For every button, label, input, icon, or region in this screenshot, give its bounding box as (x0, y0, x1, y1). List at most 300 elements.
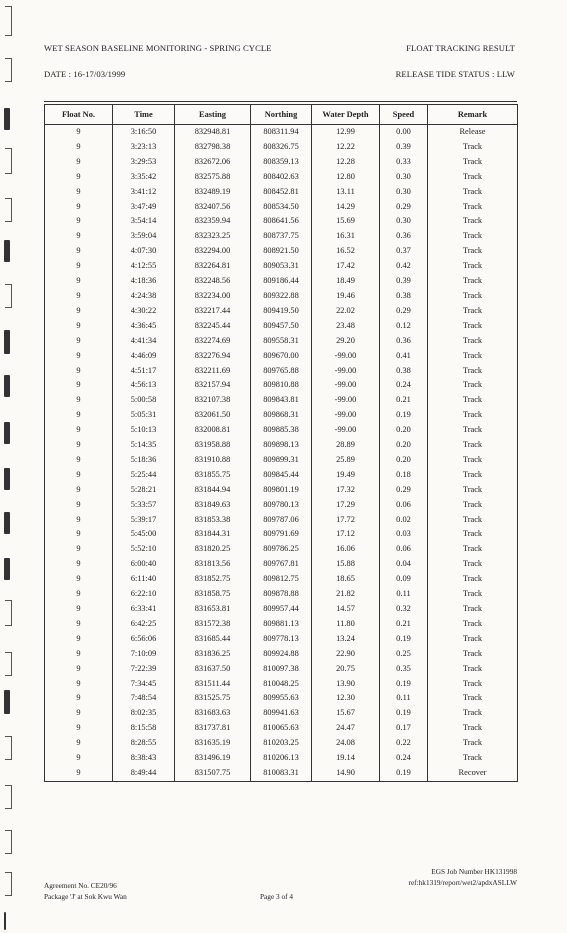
cell-remark: Track (428, 229, 518, 244)
cell-speed: 0.20 (380, 438, 428, 453)
cell-time: 3:54:14 (113, 214, 175, 229)
cell-easting: 832294.00 (175, 244, 251, 259)
cell-speed: 0.04 (380, 557, 428, 572)
table-row (45, 364, 518, 379)
cell-speed: 0.38 (380, 289, 428, 304)
cell-float-no: 9 (45, 125, 113, 140)
cell-easting: 832211.69 (175, 364, 251, 379)
cell-remark: Track (428, 647, 518, 662)
cell-northing: 809767.81 (251, 557, 312, 572)
binding-mark (4, 512, 10, 534)
cell-remark: Track (428, 289, 518, 304)
cell-float-no: 9 (45, 155, 113, 170)
cell-water-depth: 17.32 (312, 483, 380, 498)
cell-float-no: 9 (45, 274, 113, 289)
cell-remark: Track (428, 557, 518, 572)
cell-time: 4:41:34 (113, 334, 175, 349)
table-row (45, 662, 518, 677)
cell-northing: 809765.88 (251, 364, 312, 379)
cell-easting: 831836.25 (175, 647, 251, 662)
cell-speed: 0.37 (380, 244, 428, 259)
cell-water-depth: 17.42 (312, 259, 380, 274)
cell-time: 6:56:06 (113, 632, 175, 647)
cell-water-depth: 23.48 (312, 319, 380, 334)
cell-remark: Track (428, 304, 518, 319)
cell-easting: 832489.19 (175, 185, 251, 200)
cell-float-no: 9 (45, 587, 113, 602)
cell-time: 5:28:21 (113, 483, 175, 498)
cell-water-depth: 19.46 (312, 289, 380, 304)
cell-float-no: 9 (45, 706, 113, 721)
cell-remark: Track (428, 185, 518, 200)
cell-float-no: 9 (45, 602, 113, 617)
table-row (45, 677, 518, 692)
cell-northing: 810206.13 (251, 751, 312, 766)
cell-float-no: 9 (45, 200, 113, 215)
table-row (45, 706, 518, 721)
cell-float-no: 9 (45, 691, 113, 706)
cell-northing: 809186.44 (251, 274, 312, 289)
cell-remark: Track (428, 364, 518, 379)
cell-remark: Track (428, 274, 518, 289)
cell-northing: 809924.88 (251, 647, 312, 662)
cell-remark: Track (428, 334, 518, 349)
cell-easting: 831511.44 (175, 677, 251, 692)
column-header-speed: Speed (380, 105, 428, 125)
cell-water-depth: 15.88 (312, 557, 380, 572)
cell-water-depth: 21.82 (312, 587, 380, 602)
cell-northing: 809778.13 (251, 632, 312, 647)
cell-float-no: 9 (45, 498, 113, 513)
cell-northing: 809941.63 (251, 706, 312, 721)
cell-float-no: 9 (45, 647, 113, 662)
table-header (45, 105, 518, 125)
cell-float-no: 9 (45, 170, 113, 185)
cell-time: 5:10:13 (113, 423, 175, 438)
cell-water-depth: 13.90 (312, 677, 380, 692)
cell-speed: 0.29 (380, 200, 428, 215)
cell-water-depth: 22.90 (312, 647, 380, 662)
cell-float-no: 9 (45, 229, 113, 244)
cell-water-depth: 28.89 (312, 438, 380, 453)
cell-float-no: 9 (45, 632, 113, 647)
cell-speed: 0.19 (380, 632, 428, 647)
cell-water-depth: 19.14 (312, 751, 380, 766)
float-tracking-table (44, 104, 518, 782)
cell-easting: 832274.69 (175, 334, 251, 349)
cell-easting: 831653.81 (175, 602, 251, 617)
cell-time: 6:33:41 (113, 602, 175, 617)
table-row (45, 200, 518, 215)
cell-remark: Track (428, 349, 518, 364)
table-row (45, 304, 518, 319)
cell-time: 5:05:31 (113, 408, 175, 423)
cell-remark: Track (428, 587, 518, 602)
cell-water-depth: 22.02 (312, 304, 380, 319)
table-row (45, 632, 518, 647)
cell-remark: Track (428, 572, 518, 587)
cell-float-no: 9 (45, 334, 113, 349)
cell-remark: Track (428, 468, 518, 483)
table-row (45, 214, 518, 229)
cell-float-no: 9 (45, 468, 113, 483)
cell-speed: 0.19 (380, 677, 428, 692)
cell-water-depth: 14.57 (312, 602, 380, 617)
cell-northing: 809878.88 (251, 587, 312, 602)
cell-northing: 809322.88 (251, 289, 312, 304)
cell-float-no: 9 (45, 751, 113, 766)
cell-water-depth: 14.90 (312, 766, 380, 781)
column-header-northing: Northing (251, 105, 312, 125)
cell-northing: 809780.13 (251, 498, 312, 513)
cell-time: 4:24:38 (113, 289, 175, 304)
cell-easting: 832948.81 (175, 125, 251, 140)
cell-speed: 0.36 (380, 229, 428, 244)
report-title: WET SEASON BASELINE MONITORING - SPRING CYCLE (44, 43, 272, 53)
table-row (45, 751, 518, 766)
cell-water-depth: 16.31 (312, 229, 380, 244)
cell-northing: 809791.69 (251, 527, 312, 542)
table-row (45, 155, 518, 170)
cell-time: 5:33:57 (113, 498, 175, 513)
binding-bracket (5, 284, 12, 308)
cell-time: 4:12:55 (113, 259, 175, 274)
table-row (45, 393, 518, 408)
cell-water-depth: 15.69 (312, 214, 380, 229)
binding-mark (4, 330, 10, 354)
cell-speed: 0.06 (380, 498, 428, 513)
cell-water-depth: 18.49 (312, 274, 380, 289)
binding-bracket (5, 736, 12, 760)
cell-time: 4:18:36 (113, 274, 175, 289)
table-body (45, 125, 518, 782)
table-row (45, 572, 518, 587)
table-row (45, 229, 518, 244)
binding-bracket (5, 785, 12, 809)
cell-remark: Track (428, 691, 518, 706)
binding-bracket (5, 198, 12, 222)
table-row (45, 140, 518, 155)
cell-water-depth: 12.22 (312, 140, 380, 155)
cell-time: 6:42:25 (113, 617, 175, 632)
cell-easting: 832061.50 (175, 408, 251, 423)
cell-remark: Track (428, 527, 518, 542)
cell-speed: 0.32 (380, 602, 428, 617)
cell-speed: 0.19 (380, 408, 428, 423)
cell-northing: 809843.81 (251, 393, 312, 408)
cell-easting: 831572.38 (175, 617, 251, 632)
binding-mark (4, 108, 10, 130)
cell-northing: 810065.63 (251, 721, 312, 736)
cell-easting: 831820.25 (175, 542, 251, 557)
cell-speed: 0.36 (380, 334, 428, 349)
cell-remark: Track (428, 662, 518, 677)
column-header-time: Time (113, 105, 175, 125)
cell-time: 3:16:50 (113, 125, 175, 140)
cell-remark: Release (428, 125, 518, 140)
cell-remark: Track (428, 498, 518, 513)
cell-easting: 832157.94 (175, 378, 251, 393)
cell-easting: 831853.38 (175, 513, 251, 528)
table-row (45, 125, 518, 140)
cell-time: 5:39:17 (113, 513, 175, 528)
cell-easting: 832234.00 (175, 289, 251, 304)
cell-speed: 0.09 (380, 572, 428, 587)
cell-water-depth: 17.72 (312, 513, 380, 528)
table-row (45, 349, 518, 364)
table-row (45, 513, 518, 528)
cell-remark: Track (428, 155, 518, 170)
cell-speed: 0.24 (380, 378, 428, 393)
cell-float-no: 9 (45, 185, 113, 200)
cell-northing: 809457.50 (251, 319, 312, 334)
cell-time: 3:41:12 (113, 185, 175, 200)
cell-time: 3:59:04 (113, 229, 175, 244)
cell-easting: 832798.38 (175, 140, 251, 155)
cell-remark: Track (428, 259, 518, 274)
page-number: Page 3 of 4 (260, 892, 294, 901)
table-row (45, 587, 518, 602)
cell-time: 3:23:13 (113, 140, 175, 155)
binding-bracket (5, 872, 12, 896)
cell-easting: 832248.56 (175, 274, 251, 289)
table-row (45, 691, 518, 706)
cell-speed: 0.19 (380, 706, 428, 721)
cell-float-no: 9 (45, 483, 113, 498)
cell-water-depth: 12.80 (312, 170, 380, 185)
table-row (45, 468, 518, 483)
column-header-water-depth: Water Depth (312, 105, 380, 125)
cell-remark: Track (428, 602, 518, 617)
cell-remark: Track (428, 617, 518, 632)
cell-float-no: 9 (45, 736, 113, 751)
cell-speed: 0.42 (380, 259, 428, 274)
cell-time: 4:30:22 (113, 304, 175, 319)
cell-speed: 0.33 (380, 155, 428, 170)
cell-water-depth: -99.00 (312, 423, 380, 438)
cell-northing: 810097.38 (251, 662, 312, 677)
cell-northing: 809812.75 (251, 572, 312, 587)
cell-water-depth: 16.06 (312, 542, 380, 557)
cell-float-no: 9 (45, 244, 113, 259)
cell-time: 8:02:35 (113, 706, 175, 721)
cell-speed: 0.41 (380, 349, 428, 364)
cell-easting: 831844.31 (175, 527, 251, 542)
cell-speed: 0.06 (380, 542, 428, 557)
cell-easting: 832276.94 (175, 349, 251, 364)
cell-time: 5:45:00 (113, 527, 175, 542)
cell-remark: Track (428, 140, 518, 155)
cell-northing: 808402.63 (251, 170, 312, 185)
cell-time: 6:22:10 (113, 587, 175, 602)
cell-float-no: 9 (45, 438, 113, 453)
table-row (45, 334, 518, 349)
cell-remark: Track (428, 513, 518, 528)
cell-speed: 0.30 (380, 214, 428, 229)
binding-bracket (5, 830, 12, 854)
cell-northing: 808921.50 (251, 244, 312, 259)
report-type: FLOAT TRACKING RESULT (406, 43, 515, 53)
cell-easting: 832323.25 (175, 229, 251, 244)
cell-speed: 0.20 (380, 453, 428, 468)
cell-float-no: 9 (45, 140, 113, 155)
cell-easting: 831852.75 (175, 572, 251, 587)
cell-remark: Track (428, 393, 518, 408)
cell-easting: 831525.75 (175, 691, 251, 706)
cell-time: 7:10:09 (113, 647, 175, 662)
column-header-remark: Remark (428, 105, 518, 125)
cell-time: 8:28:55 (113, 736, 175, 751)
binding-bracket (5, 652, 12, 676)
cell-northing: 808311.94 (251, 125, 312, 140)
cell-time: 7:22:39 (113, 662, 175, 677)
column-header-easting: Easting (175, 105, 251, 125)
cell-northing: 809955.63 (251, 691, 312, 706)
cell-northing: 809419.50 (251, 304, 312, 319)
cell-remark: Track (428, 408, 518, 423)
cell-speed: 0.18 (380, 468, 428, 483)
cell-easting: 831685.44 (175, 632, 251, 647)
cell-easting: 831637.50 (175, 662, 251, 677)
cell-easting: 831813.56 (175, 557, 251, 572)
table-row (45, 483, 518, 498)
table-row (45, 736, 518, 751)
cell-northing: 809787.06 (251, 513, 312, 528)
cell-northing: 808641.56 (251, 214, 312, 229)
cell-speed: 0.00 (380, 125, 428, 140)
cell-remark: Recover (428, 766, 518, 781)
cell-northing: 809885.38 (251, 423, 312, 438)
cell-water-depth: -99.00 (312, 378, 380, 393)
cell-remark: Track (428, 378, 518, 393)
cell-remark: Track (428, 170, 518, 185)
cell-easting: 832008.81 (175, 423, 251, 438)
cell-remark: Track (428, 423, 518, 438)
cell-northing: 809868.31 (251, 408, 312, 423)
cell-easting: 831855.75 (175, 468, 251, 483)
cell-float-no: 9 (45, 349, 113, 364)
cell-easting: 831507.75 (175, 766, 251, 781)
binding-mark (4, 912, 6, 930)
binding-mark (4, 240, 10, 262)
cell-speed: 0.02 (380, 513, 428, 528)
cell-water-depth: 29.20 (312, 334, 380, 349)
cell-easting: 831683.63 (175, 706, 251, 721)
cell-remark: Track (428, 438, 518, 453)
cell-easting: 831910.88 (175, 453, 251, 468)
cell-float-no: 9 (45, 378, 113, 393)
table-row (45, 527, 518, 542)
float-tracking-table-wrapper (44, 101, 517, 782)
table-row (45, 289, 518, 304)
cell-water-depth: -99.00 (312, 408, 380, 423)
cell-time: 5:52:10 (113, 542, 175, 557)
cell-time: 7:48:54 (113, 691, 175, 706)
cell-northing: 810083.31 (251, 766, 312, 781)
cell-water-depth: 16.52 (312, 244, 380, 259)
cell-speed: 0.21 (380, 617, 428, 632)
cell-water-depth: 25.89 (312, 453, 380, 468)
cell-northing: 809845.44 (251, 468, 312, 483)
cell-float-no: 9 (45, 319, 113, 334)
cell-remark: Track (428, 483, 518, 498)
cell-water-depth: 12.99 (312, 125, 380, 140)
cell-easting: 832575.88 (175, 170, 251, 185)
cell-speed: 0.29 (380, 304, 428, 319)
cell-float-no: 9 (45, 423, 113, 438)
cell-water-depth: 12.30 (312, 691, 380, 706)
cell-speed: 0.22 (380, 736, 428, 751)
cell-speed: 0.35 (380, 662, 428, 677)
cell-float-no: 9 (45, 527, 113, 542)
cell-speed: 0.20 (380, 423, 428, 438)
cell-time: 4:07:30 (113, 244, 175, 259)
cell-remark: Track (428, 214, 518, 229)
cell-time: 6:00:40 (113, 557, 175, 572)
binding-bracket (5, 58, 12, 82)
cell-speed: 0.30 (380, 170, 428, 185)
cell-easting: 831737.81 (175, 721, 251, 736)
table-row (45, 274, 518, 289)
cell-time: 5:18:36 (113, 453, 175, 468)
cell-remark: Track (428, 706, 518, 721)
file-reference: ref:hk1319/report/wet2/apdxASLLW (408, 878, 517, 887)
cell-float-no: 9 (45, 572, 113, 587)
cell-speed: 0.30 (380, 185, 428, 200)
cell-time: 3:47:49 (113, 200, 175, 215)
report-date: DATE : 16-17/03/1999 (44, 69, 126, 79)
cell-northing: 808359.13 (251, 155, 312, 170)
cell-speed: 0.29 (380, 483, 428, 498)
binding-mark (4, 422, 10, 444)
cell-northing: 809801.19 (251, 483, 312, 498)
cell-time: 4:46:09 (113, 349, 175, 364)
cell-speed: 0.19 (380, 766, 428, 781)
cell-float-no: 9 (45, 513, 113, 528)
cell-time: 5:25:44 (113, 468, 175, 483)
table-row (45, 542, 518, 557)
cell-time: 8:15:58 (113, 721, 175, 736)
cell-speed: 0.38 (380, 364, 428, 379)
cell-easting: 831858.75 (175, 587, 251, 602)
cell-easting: 832107.38 (175, 393, 251, 408)
footer-right (409, 866, 517, 888)
cell-water-depth: -99.00 (312, 393, 380, 408)
cell-time: 5:14:35 (113, 438, 175, 453)
cell-water-depth: 13.11 (312, 185, 380, 200)
cell-water-depth: -99.00 (312, 364, 380, 379)
binding-bracket (5, 600, 12, 626)
cell-speed: 0.03 (380, 527, 428, 542)
cell-remark: Track (428, 542, 518, 557)
cell-time: 4:36:45 (113, 319, 175, 334)
job-number: EGS Job Number HK131998 (431, 867, 517, 876)
table-header-row (45, 105, 518, 125)
table-row (45, 438, 518, 453)
cell-float-no: 9 (45, 408, 113, 423)
cell-northing: 809053.31 (251, 259, 312, 274)
cell-northing: 808326.75 (251, 140, 312, 155)
table-row (45, 259, 518, 274)
cell-float-no: 9 (45, 662, 113, 677)
cell-remark: Track (428, 721, 518, 736)
cell-time: 8:49:44 (113, 766, 175, 781)
table-row (45, 498, 518, 513)
cell-northing: 808737.75 (251, 229, 312, 244)
package-name: Package 'J' at Sok Kwu Wan (44, 892, 127, 901)
cell-northing: 808534.50 (251, 200, 312, 215)
cell-speed: 0.11 (380, 691, 428, 706)
